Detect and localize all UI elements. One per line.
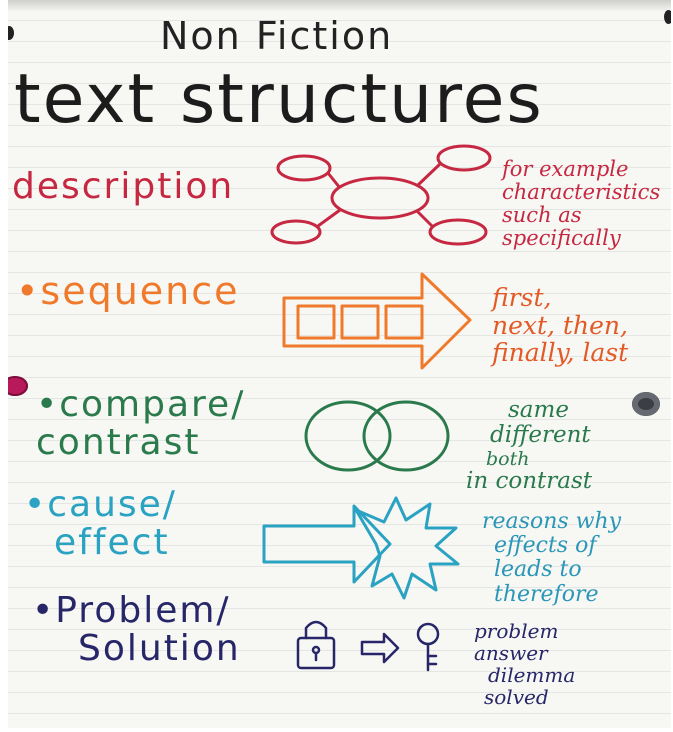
signal-word: finally, last — [492, 338, 629, 367]
sequence-arrow-icon — [280, 268, 476, 374]
heading-compare-contrast — [36, 386, 245, 462]
signal-words-description — [502, 158, 660, 250]
title-nonfiction: Non Fiction — [160, 14, 394, 58]
heading-cause-effect — [24, 486, 177, 562]
signal-words-problem — [474, 620, 575, 708]
heading-line: •Problem/ — [32, 590, 231, 631]
heading-line: effect — [54, 521, 170, 563]
heading-line: •cause/ — [24, 484, 177, 525]
signal-word: solved — [484, 685, 549, 709]
heading-description: description — [12, 166, 235, 207]
signal-word: next, then, — [492, 310, 628, 340]
heading-line: contrast — [36, 421, 201, 463]
signal-word: both — [486, 447, 530, 470]
signal-word: for example — [502, 157, 629, 181]
magnet-dark — [632, 392, 660, 416]
signal-word: characteristics — [502, 180, 661, 205]
signal-words-compare — [466, 398, 592, 495]
signal-word: reasons why — [482, 509, 622, 534]
signal-word: same — [508, 397, 569, 423]
signal-word: problem — [474, 619, 559, 643]
pushpin-top-left — [8, 26, 14, 40]
signal-word: different — [490, 422, 591, 449]
signal-word: dilemma — [488, 663, 576, 687]
title-text-structures: text structures — [14, 60, 544, 139]
signal-words-sequence — [492, 284, 628, 367]
signal-word: therefore — [494, 581, 599, 607]
anchor-chart-poster — [8, 0, 671, 728]
lock-arrow-key-icon — [294, 614, 464, 674]
heading-line: •compare/ — [36, 384, 246, 425]
signal-word: first, — [492, 283, 552, 312]
pushpin-top-right — [664, 10, 671, 24]
signal-word: answer — [474, 641, 548, 665]
signal-word: specifically — [502, 226, 621, 251]
heading-line: Solution — [78, 627, 241, 669]
heading-sequence: •sequence — [16, 269, 240, 313]
signal-words-cause — [482, 510, 621, 607]
magnet-magenta — [8, 376, 28, 396]
web-map-icon — [268, 140, 500, 248]
signal-word: such as — [502, 203, 582, 228]
signal-word: in contrast — [466, 468, 593, 495]
heading-problem-solution — [32, 592, 241, 668]
signal-word: leads to — [494, 557, 582, 583]
arrow-burst-icon — [258, 494, 464, 600]
signal-word: effects of — [494, 533, 597, 559]
venn-diagram-icon — [298, 396, 458, 476]
